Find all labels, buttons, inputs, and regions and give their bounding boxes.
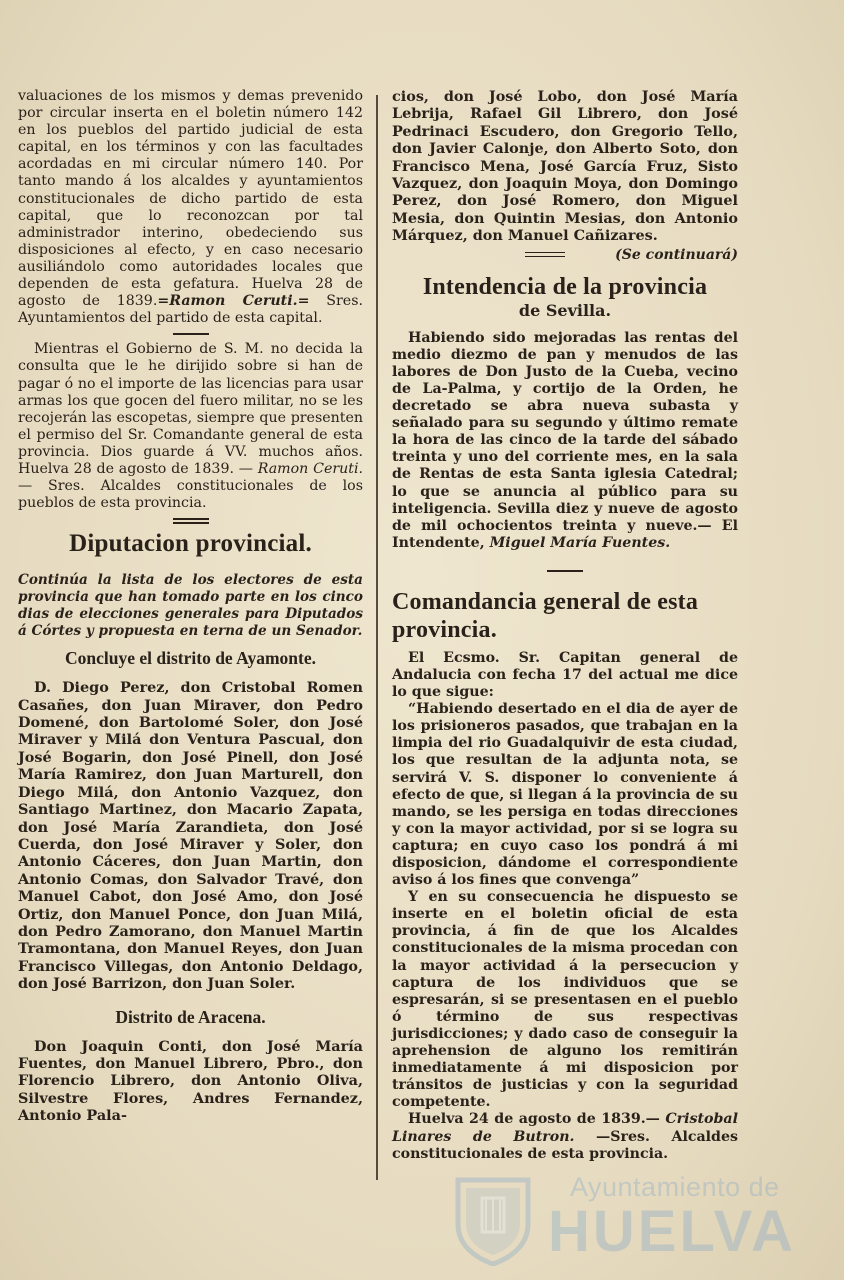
licencias-paragraph — [18, 341, 363, 512]
diputacion-heading: Diputacion provincial. — [69, 530, 312, 558]
continuation-dash — [525, 252, 565, 257]
aracena-list: Don Joaquin Conti, don José María Fuentes, don Manuel Librero, Pbro., don Florencio Librero, don Antonio Oliva, Silvestre Flores, Andres Fernandez, Antonio Pala- — [18, 1037, 363, 1125]
watermark-line1: Ayuntamiento de — [570, 1172, 780, 1202]
aracena-list-continued: cios, don José Lobo, don José María Lebrija, Rafael Gil Librero, don José Pedrinaci Escudero, don Gregorio Tello, don Javier Calonje, don Alberto Soto, don Francisco Mena, José García Fruz, Sisto Vazquez, don Joaquin Moya, don Domingo Perez, don José Romero, don Miguel Mesia, don Quintin Mesias, don Antonio Márquez, don Manuel Cañizares. — [392, 88, 738, 245]
intendencia-subheading: de Sevilla. — [518, 300, 612, 320]
city-shield-icon — [452, 1174, 534, 1266]
aracena-heading: Distrito de Aracena. — [115, 1006, 266, 1027]
opening-paragraph-text: valuaciones de los mismos y demas prevenido por circular inserta en el boletin número 142 en los pueblos del partido judicial de esta capital, en los términos y con las facultades acordadas en mi circular número 140. Por tanto mando á los alcaldes y ayuntamientos constitucionales de dicho partido de esta capital, que lo reconozcan por tal administrador interino, obedeciendo sus disposiciones al efecto, y en caso necesario ausiliándolo como autoridades locales que dependen de esta gefatura. Huelva 28 de agosto de 1839. — [18, 88, 363, 310]
licencias-text: Mientras el Gobierno de S. M. no decida la consulta que le he dirijido sobre si han de pagar ó no el importe de las licencias para usar armas los que gocen del fuero militar, no se les recojerán las escopetas, siempre que presenten el permiso del Sr. Comandante general de esta provincia. Dios guarde á VV. muchos años. Huelva 28 de agosto de 1839. — — [18, 341, 363, 477]
right-column — [392, 88, 738, 1163]
left-column — [18, 88, 363, 1125]
section-rule — [547, 570, 583, 572]
comandancia-heading: Comandancia general de esta provincia. — [392, 588, 699, 643]
continuation-note — [392, 247, 738, 263]
column-divider — [376, 95, 378, 1180]
intendencia-signature-prefix: El Intendente, — [392, 517, 738, 551]
opening-closing: Sres. Ayuntamientos del partido de esta capital. — [18, 293, 363, 327]
intendencia-heading: Intendencia de la provincia — [422, 273, 708, 300]
comandancia-signature: Cristobal Linares de Butron. — [392, 1111, 738, 1145]
comandancia-closing: —Sres. Alcaldes constitucionales de esta provincia. — [392, 1128, 738, 1162]
intendencia-text: Habiendo sido mejoradas las rentas del medio diezmo de pan y menudos de las labores de Don Justo de la Cueba, vecino de La-Palma, y cortijo de la Orden, he decretado se abra nueva subasta y señalado para su segundo y último remate la hora de las cinco de la tarde del sábado treinta y uno del corriente mes, en la sala de Rentas de esta Santa iglesia Catedral; lo que se anuncia al público para su inteligencia. Sevilla diez y nueve de agosto de mil ochocientos treinta y nueve.— — [392, 329, 738, 534]
comandancia-date: Huelva 24 de agosto de 1839.— — [408, 1111, 660, 1128]
licencias-closing: — Sres. Alcaldes constitucionales de los pueblos de esta provincia. — [18, 478, 363, 512]
intendencia-signature: Miguel María Fuentes. — [489, 534, 671, 551]
ayamonte-list: D. Diego Perez, don Cristobal Romen Casañes, don Juan Miraver, don Pedro Domené, don Bartolomé Soler, don José Miraver y Milá don Ventura Pascual, don José Bogarin, don José Pinell, don José María Ramirez, don Juan Marturell, don Diego Milá, don Antonio Vazquez, don Santiago Martinez, don Macario Zapata, don José María Zarandieta, don José Cuerda, don José Miraver y Soler, don Antonio Cáceres, don Juan Martin, don Antonio Comas, don Salvador Travé, don Manuel Cabot, don José Amo, don José Ortiz, don Manuel Ponce, don Juan Milá, don Pedro Zamorano, don Manuel Martin Tramontana, don Manuel Reyes, don Juan Francisco Villegas, don Antonio Deldago, don José Barrizon, don Juan Soler. — [18, 679, 363, 993]
watermark-line2: HUELVA — [548, 1199, 796, 1264]
watermark — [452, 1168, 796, 1268]
section-rule — [173, 333, 209, 335]
intendencia-paragraph — [392, 330, 738, 552]
opening-paragraph — [18, 88, 363, 327]
comandancia-body: Y en su consecuencia he dispuesto se inserte en el boletin oficial de esta provincia, á fin de que los Alcaldes constitucionales de la misma procedan con la mayor actividad á la persecucion y captura de los individuos que se espresarán, si se presentasen en el pueblo ó término de sus respectivas jurisdicciones; y dado caso de conseguir la aprehension de alguno los remitirán inmediatamente á mi disposicion por tránsitos de justicias y con la seguridad competente. — [392, 889, 738, 1111]
section-double-rule — [173, 518, 209, 524]
comandancia-intro: El Ecsmo. Sr. Capitan general de Andalucia con fecha 17 del actual me dice lo que sigue: — [392, 649, 738, 701]
licencias-signature: Ramon Ceruti. — [257, 460, 364, 477]
continuation-text: (Se continuará) — [615, 246, 738, 263]
ayamonte-heading: Concluye el distrito de Ayamonte. — [65, 648, 316, 669]
comandancia-quote: “Habiendo desertado en el dia de ayer de los prisioneros pasados, que trabajan en la limpia del rio Guadalquivir de esta ciudad, los que resultan de la adjunta nota, se servirá V. S. disponer lo conveniente á efecto de que, si llegan á la provincia de su mando, se les persiga en todas direcciones y con la mayor actividad, por si se logra su captura; en cuyo caso los pondrá á mi disposicion, dándome el correspondiente aviso á los fines que convenga” — [392, 701, 738, 889]
comandancia-signoff — [392, 1111, 738, 1162]
opening-signature: =Ramon Ceruti.= — [157, 293, 310, 310]
diputacion-note: Continúa la lista de los electores de esta provincia que han tomado parte en los cinco dias de elecciones generales para Diputados á Córtes y propuesta en terna de un Senador. — [18, 572, 363, 640]
